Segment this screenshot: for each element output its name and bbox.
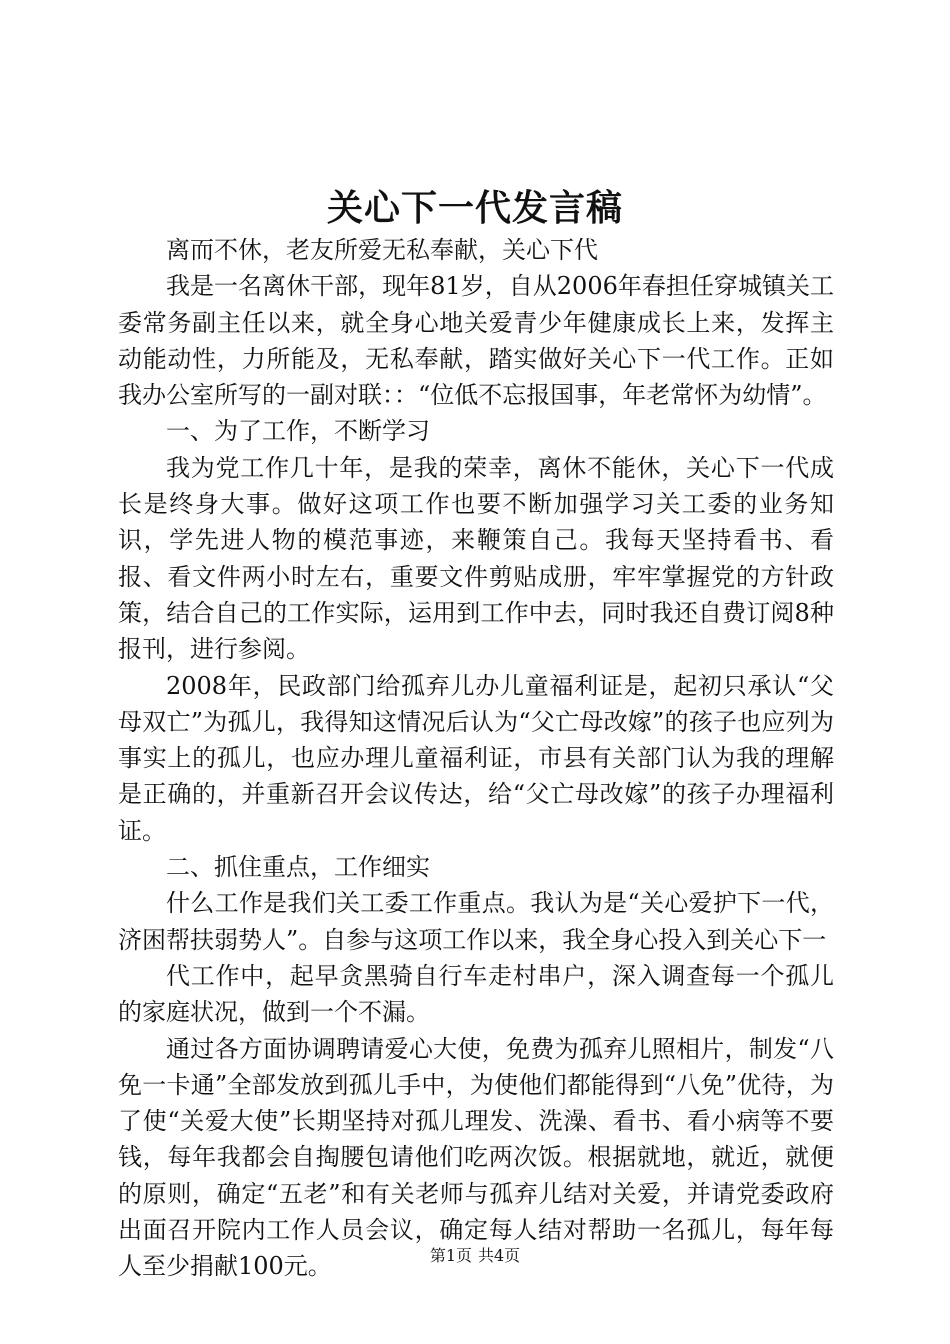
section-heading-1: 一、为了工作，不断学习 — [166, 417, 430, 446]
section-heading-2: 二、抓住重点，工作细实 — [166, 853, 430, 882]
paragraph-intro: 我是一名离休干部，现年81岁，自从2006年春担任穿城镇关工委常务副主任以来，就全身心地关爱青少年健康成长上来，发挥主动能动性，力所能及，无私奉献，踏实做好关心下一代工作。正如我办公室所写的一副对联：：“位低不忘报国事，年老常怀为幼情”。 — [118, 272, 834, 410]
page-number: 第1页 — [429, 1246, 472, 1265]
paragraph-subtitle: 离而不休，老友所爱无私奉献，关心下代 — [166, 236, 598, 264]
document-body — [118, 232, 834, 1285]
paragraph-survey: 代工作中，起早贪黑骑自行车走村串户，深入调查每一个孤儿的家庭状况，做到一个不漏。 — [118, 961, 834, 1027]
paragraph-ambassadors: 通过各方面协调聘请爱心大使，免费为孤弃儿照相片，制发“八免一卡通”全部发放到孤儿手中，为使他们都能得到“八免”优待，为了使“关爱大使”长期坚持对孤儿理发、洗澡、看书、看小病等不要钱，每年我都会自掏腰包请他们吃两次饭。根据就地，就近，就便的原则，确定“五老”和有关老师与孤弃儿结对关爱，并请党委政府出面召开院内工作人员会议，确定每人结对帮助一名孤儿，每年每人至少捐献100元。 — [118, 1034, 834, 1281]
page-total: 共4页 — [478, 1246, 521, 1265]
paragraph-2008: 2008年，民政部门给孤弃儿办儿童福利证是，起初只承认“父母双亡”为孤儿，我得知这情况后认为“父亡母改嫁”的孩子也应列为事实上的孤儿，也应办理儿童福利证，市县有关部门认为我的理解是正确的，并重新召开会议传达，给“父亡母改嫁”的孩子办理福利证。 — [118, 671, 834, 845]
page-footer — [0, 1244, 950, 1268]
paragraph-focus: 什么工作是我们关工委工作重点。我认为是“关心爱护下一代，济困帮扶弱势人”。自参与这项工作以来，我全身心投入到关心下一 — [118, 889, 834, 954]
paragraph-study: 我为党工作几十年，是我的荣幸，离休不能休，关心下一代成长是终身大事。做好这项工作也要不断加强学习关工委的业务知识，学先进人物的模范事迹，来鞭策自己。我每天坚持看书、看报、看文件两小时左右，重要文件剪贴成册，牢牢掌握党的方针政策，结合自己的工作实际，运用到工作中去，同时我还自费订阅8种报刊，进行参阅。 — [118, 453, 834, 664]
document-title: 关心下一代发言稿 — [326, 187, 623, 229]
